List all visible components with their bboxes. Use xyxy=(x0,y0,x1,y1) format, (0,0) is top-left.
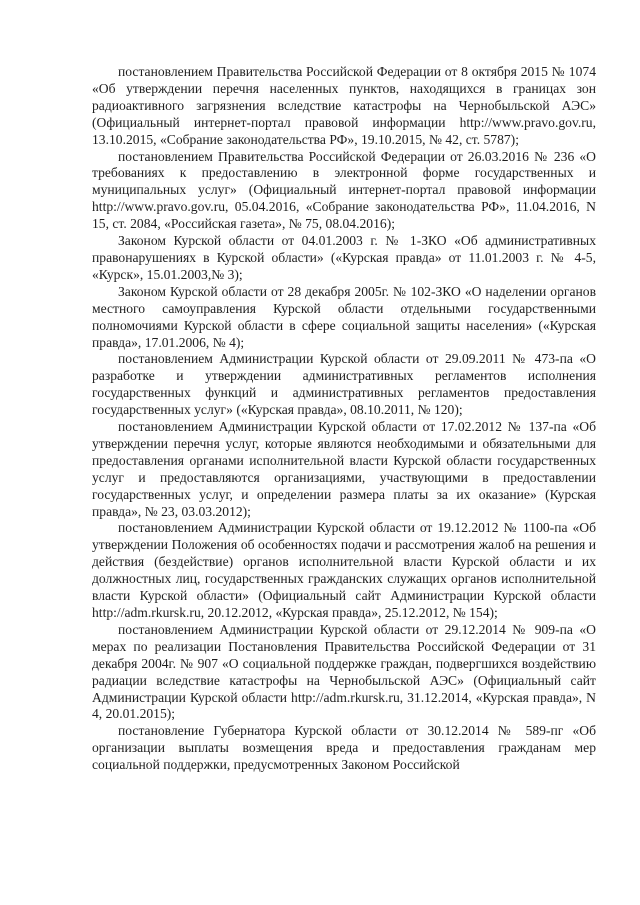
paragraph-govt-decree-1074: постановлением Правительства Российской Федерации от 8 октября 2015 № 1074 «Об утверждении перечня населенных пунктов, находящихся в границах зон радиоактивного загрязнения вследствие катастрофы на Чернобыльской АЭС» (Официальный интернет-портал правовой информации http://www.pravo.gov.ru, 13.10.2015, «Собрание законодательства РФ», 19.10.2015, № 42, ст. 5787); xyxy=(92,64,596,147)
paragraph-admin-decree-473: постановлением Администрации Курской области от 29.09.2011 № 473-па «О разработке и утверждении административных регламентов исполнения государственных функций и административных регламентов предоставления государственных услуг» («Курская правда», 08.10.2011, № 120); xyxy=(92,351,596,418)
document-body xyxy=(92,64,596,774)
paragraph-governor-decree-589: постановление Губернатора Курской области от 30.12.2014 № 589-пг «Об организации выплаты возмещения вреда и предоставления гражданам мер социальной поддержки, предусмотренных Законом Российской xyxy=(92,723,596,773)
paragraph-admin-decree-1100: постановлением Администрации Курской области от 19.12.2012 № 1100-па «Об утверждении Положения об особенностях подачи и рассмотрения жалоб на решения и действия (бездействие) органов исполнительной власти Курской области и их должностных лиц, государственных гражданских служащих органов исполнительной власти Курской области» (Официальный сайт Администрации Курской области http://adm.rkursk.ru, 20.12.2012, «Курская правда», 25.12.2012, № 154); xyxy=(92,520,596,620)
paragraph-law-1-zko: Законом Курской области от 04.01.2003 г. № 1-ЗКО «Об административных правонарушениях в Курской области» («Курская правда» от 11.01.2003 г. № 4-5, «Курск», 15.01.2003,№ 3); xyxy=(92,233,596,282)
paragraph-law-102-zko: Законом Курской области от 28 декабря 2005г. № 102-ЗКО «О наделении органов местного самоуправления Курской области отдельными государственными полномочиями Курской области в сфере социальной защиты населения» («Курская правда», 17.01.2006, № 4); xyxy=(92,283,596,350)
paragraph-admin-decree-137: постановлением Администрации Курской области от 17.02.2012 № 137-па «Об утверждении перечня услуг, которые являются необходимыми и обязательными для предоставления органами исполнительной власти Курской области государственных услуг и предоставляются организациями, участвующими в предоставлении государственных услуг, и определении размера платы за их оказание» (Курская правда», № 23, 03.03.2012); xyxy=(92,419,596,519)
paragraph-admin-decree-909: постановлением Администрации Курской области от 29.12.2014 № 909-па «О мерах по реализации Постановления Правительства Российской Федерации от 31 декабря 2004г. № 907 «О социальной поддержке граждан, подвергшихся воздействию радиации вследствие катастрофы на Чернобыльской АЭС» (Официальный сайт Администрации Курской области http://adm.rkursk.ru, 31.12.2014, «Курская правда», N 4, 20.01.2015); xyxy=(92,621,596,722)
paragraph-govt-decree-236: постановлением Правительства Российской Федерации от 26.03.2016 № 236 «О требованиях к предоставлению в электронной форме государственных и муниципальных услуг» (Официальный интернет-портал правовой информации http://www.pravo.gov.ru, 05.04.2016, «Собрание законодательства РФ», 11.04.2016, N 15, ст. 2084, «Российская газета», № 75, 08.04.2016); xyxy=(92,148,596,232)
